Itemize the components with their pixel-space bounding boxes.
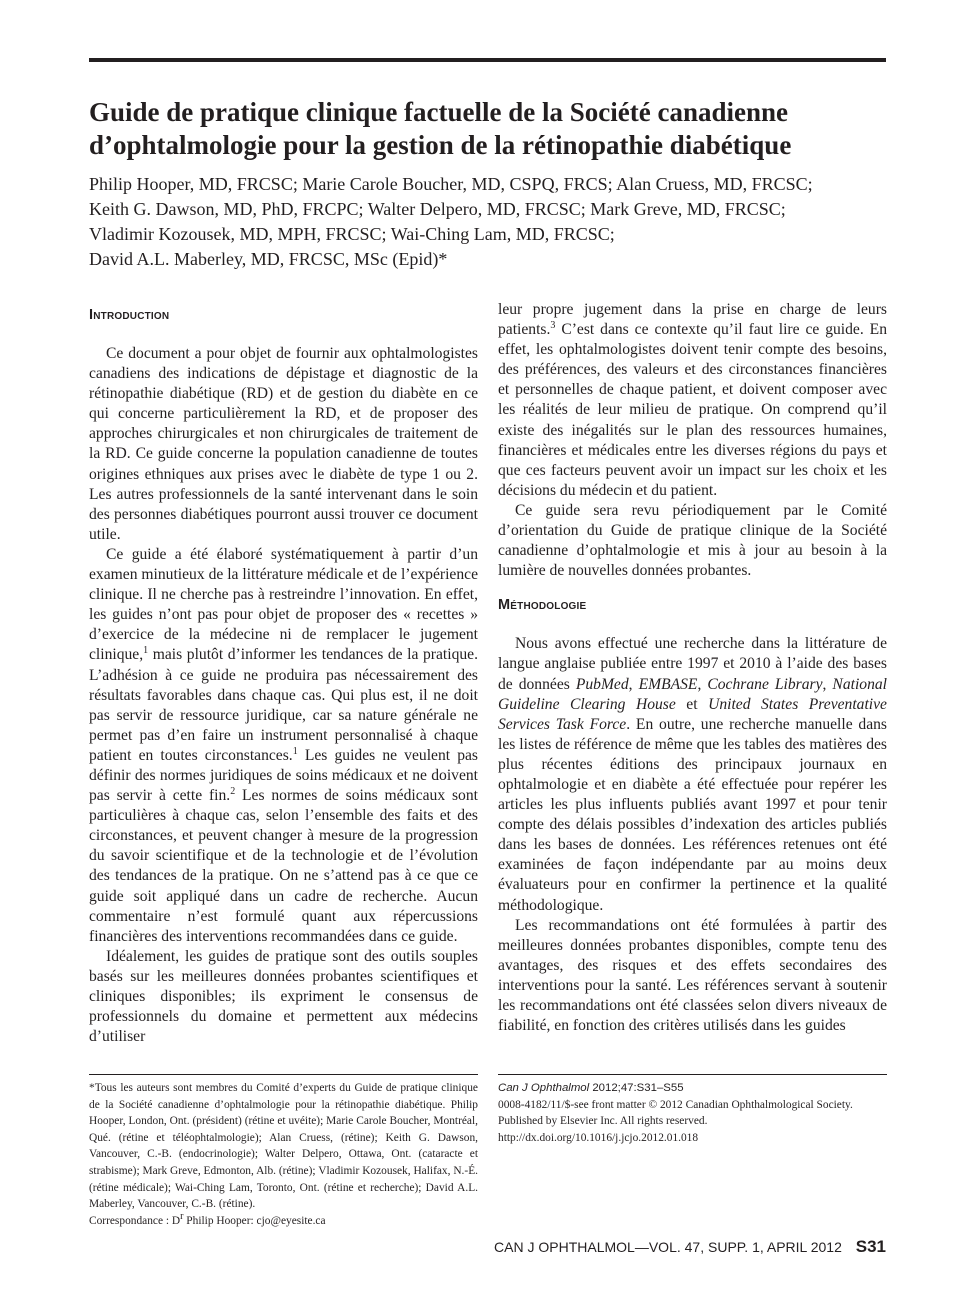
doi-link[interactable]: http://dx.doi.org/10.1016/j.jcjo.2012.01.018: [498, 1131, 699, 1144]
correspondence: Correspondance : $D^r$ Philip Hooper: cjo@eyesite.ca: [89, 1210, 326, 1227]
author-line: Keith G. Dawson, MD, PhD, FRCPC; Walter Delpero, MD, FRCSC; Mark Greve, MD, FRCSC;: [89, 199, 786, 219]
author-footnote: [89, 1080, 478, 1229]
database-name: PubMed: [575, 675, 629, 693]
citation: Can J Ophthalmol 2012;47:S31–S55: [498, 1082, 684, 1094]
footnote-text: *Tous les auteurs sont membres du Comité d’experts du Guide de pratique clinique de la Société canadienne d’ophtalmologie pour la rétinopathie diabétique. Philip Hooper, London, Ont. (président) (rétine et uvéite); Marie Carole Boucher, Montréal, Qué. (rétine et téléophtalmologie); Alan Cruess, (rétine); Keith G. Dawson, Vancouver, C.-B. (endocrinologie); Walter Delpero, Ottawa, Ont. (cataracte et strabisme); Mark Greve, Edmonton, Alb. (rétine); Vladimir Kozousek, Halifax, N.-É. (rétine médicale); Wai-Ching Lam, Toronto, Ont. (rétine et recherche); David A.L. Maberley, Vancouver, C.-B. (rétine).: [89, 1082, 478, 1211]
section-heading-methodology: Méthodologie: [498, 597, 587, 614]
running-head: CAN J OPHTHALMOL—VOL. 47, SUPP. 1, APRIL 2012: [494, 1239, 842, 1255]
footnote-rule: [89, 1074, 478, 1075]
author-list: [89, 172, 889, 272]
intro-paragraph-4: Ce guide sera revu périodiquement par le Comité d’orientation du Guide de pratique clinique de la Société canadienne d’ophtalmologie et mis à jour au besoin à la lumière de nouvelles données probantes.: [498, 501, 887, 580]
reference-marker[interactable]: 1: [292, 745, 298, 757]
reference-marker[interactable]: 3: [550, 319, 556, 331]
copyright: 0008-4182/11/$-see front matter © 2012 Canadian Ophthalmological Society. Published by Elsevier Inc. All rights reserved.: [498, 1098, 853, 1128]
journal-name: Can J Ophthalmol: [498, 1082, 590, 1094]
reference-marker[interactable]: 1: [143, 645, 149, 657]
top-rule: [89, 58, 886, 62]
publication-rule: [498, 1074, 887, 1075]
right-column: [498, 300, 887, 1036]
method-paragraph-2: Les recommandations ont été formulées à partir des meilleures données probantes disponibles, compte tenu des avantages, des risques et des effets secondaires des interventions pour la santé. Les références servant à soutenir les recommandations ont été classées selon divers niveaux de fiabilité, en fonction des critères utilisés dans les guides: [498, 916, 887, 1035]
publication-info: [498, 1080, 887, 1146]
reference-marker[interactable]: 2: [230, 785, 236, 797]
intro-paragraph-1: Ce document a pour objet de fournir aux ophtalmologistes canadiens des indications de dépistage et diagnostic de la rétinopathie diabétique (RD) et de gestion du diabète en ce qui concerne particulièrement la RD, et de proposer des approches chirurgicales et non chirurgicales de traitement de la RD. Ce guide concerne la population canadienne de toutes origines ethniques aux prises avec le diabète de type 1 ou 2. Les autres professionnels de la santé intervenant dans le soin des personnes diabétiques pourront aussi trouver ce document utile.: [89, 345, 478, 543]
intro-paragraph-3: Idéalement, les guides de pratique sont des outils souples basés sur les meilleures données probantes scientifiques et cliniques disponibles; ils expriment le consensus de professionnels du domaine et permettent aux médecins d’utiliser: [89, 947, 478, 1046]
page-footer: [494, 1237, 886, 1257]
author-line: Philip Hooper, MD, FRCSC; Marie Carole Boucher, MD, CSPQ, FRCS; Alan Cruess, MD, FRCSC;: [89, 174, 813, 194]
intro-paragraph-3-continued: leur propre jugement dans la prise en charge de leurs patients.$^3$ C’est dans ce contexte qu’il faut lire ce guide. En effet, les ophtalmologistes doivent tenir compte des besoins, des préférences, des valeurs et des circonstances financières et personnelles de chaque patient, et doivent composer avec les réalités de leur milieu de pratique. On comprend qu’il existe des inégalités sur le plan des ressources humaines, financières et médicales entre les diverses régions du pays et que ces facteurs peuvent avoir un impact sur les choix et les décisions du médecin et du patient.: [498, 301, 887, 499]
section-heading-introduction: Introduction: [89, 307, 170, 323]
database-name: United States Preventative Services Task Force: [498, 695, 887, 733]
page-number: S31: [855, 1237, 886, 1256]
database-name: National Guideline Clearing House: [498, 675, 888, 713]
database-name: Cochrane Library: [707, 675, 823, 693]
database-name: EMBASE: [638, 675, 698, 693]
author-line: David A.L. Maberley, MD, FRCSC, MSc (Epid)*: [89, 249, 448, 269]
author-line: Vladimir Kozousek, MD, MPH, FRCSC; Wai-Ching Lam, MD, FRCSC;: [89, 224, 615, 244]
left-column: [89, 300, 478, 1047]
intro-paragraph-2: Ce guide a été élaboré systématiquement à partir d’un examen minutieux de la littérature médicale et de l’expérience clinique. Il ne cherche pas à restreindre l’innovation. En effet, les guides n’ont pas pour objet de proposer des « recettes » d’exercice de la médecine ni de remplacer le jugement clinique,$^1$ mais plutôt d’informer les tendances de la pratique. L’adhésion à ce guide ne produira pas nécessairement des résultats favorables dans chaque cas. Qui plus est, il ne doit pas servir de ressource juridique, car sa nature générale ne permet pas d’en faire un instrument personnalisé à chaque patient en toutes circonstances.$^1$ Les guides ne veulent pas définir des normes juridiques de soins médicaux et ne doivent pas servir à cette fin.$^2$ Les normes de soins médicaux sont particulières à chaque cas, selon l’ensemble des faits et des circonstances, et peuvent changer à mesure de la progression du savoir scientifique et de la technologie et de l’évolution des tendances de la pratique. On ne s’attend pas à ce que ce guide soit appliqué dans un cadre de recherche. Aucun commentaire n’est formulé quant aux répercussions financières des interventions recommandées dans ce guide.: [89, 545, 478, 945]
email-link[interactable]: cjo@eyesite.ca: [256, 1214, 326, 1227]
method-paragraph-1: Nous avons effectué une recherche dans la littérature de langue anglaise publiée entre 1997 et 2010 à l’aide des bases de données PubMed, EMBASE, Cochrane Library, National Guideline Clearing House et United States Preventative Services Task Force. En outre, une recherche manuelle dans les listes de référence de même que les tables des matières des plus récentes éditions des principaux journaux en ophtalmologie et en diabète a été effectuée pour repérer les articles les plus influents publiés avant 1997 et pour tenir compte des délais possibles d’indexation des articles publiés dans les bases de données. Les références retenues ont été examinées de façon indépendante par au moins deux évaluateurs pour en confirmer la pertinence et la qualité méthodologique.: [498, 635, 888, 914]
article-title: Guide de pratique clinique factuelle de la Société canadienne d’ophtalmologie pour la gestion de la rétinopathie diabétique: [89, 97, 792, 160]
